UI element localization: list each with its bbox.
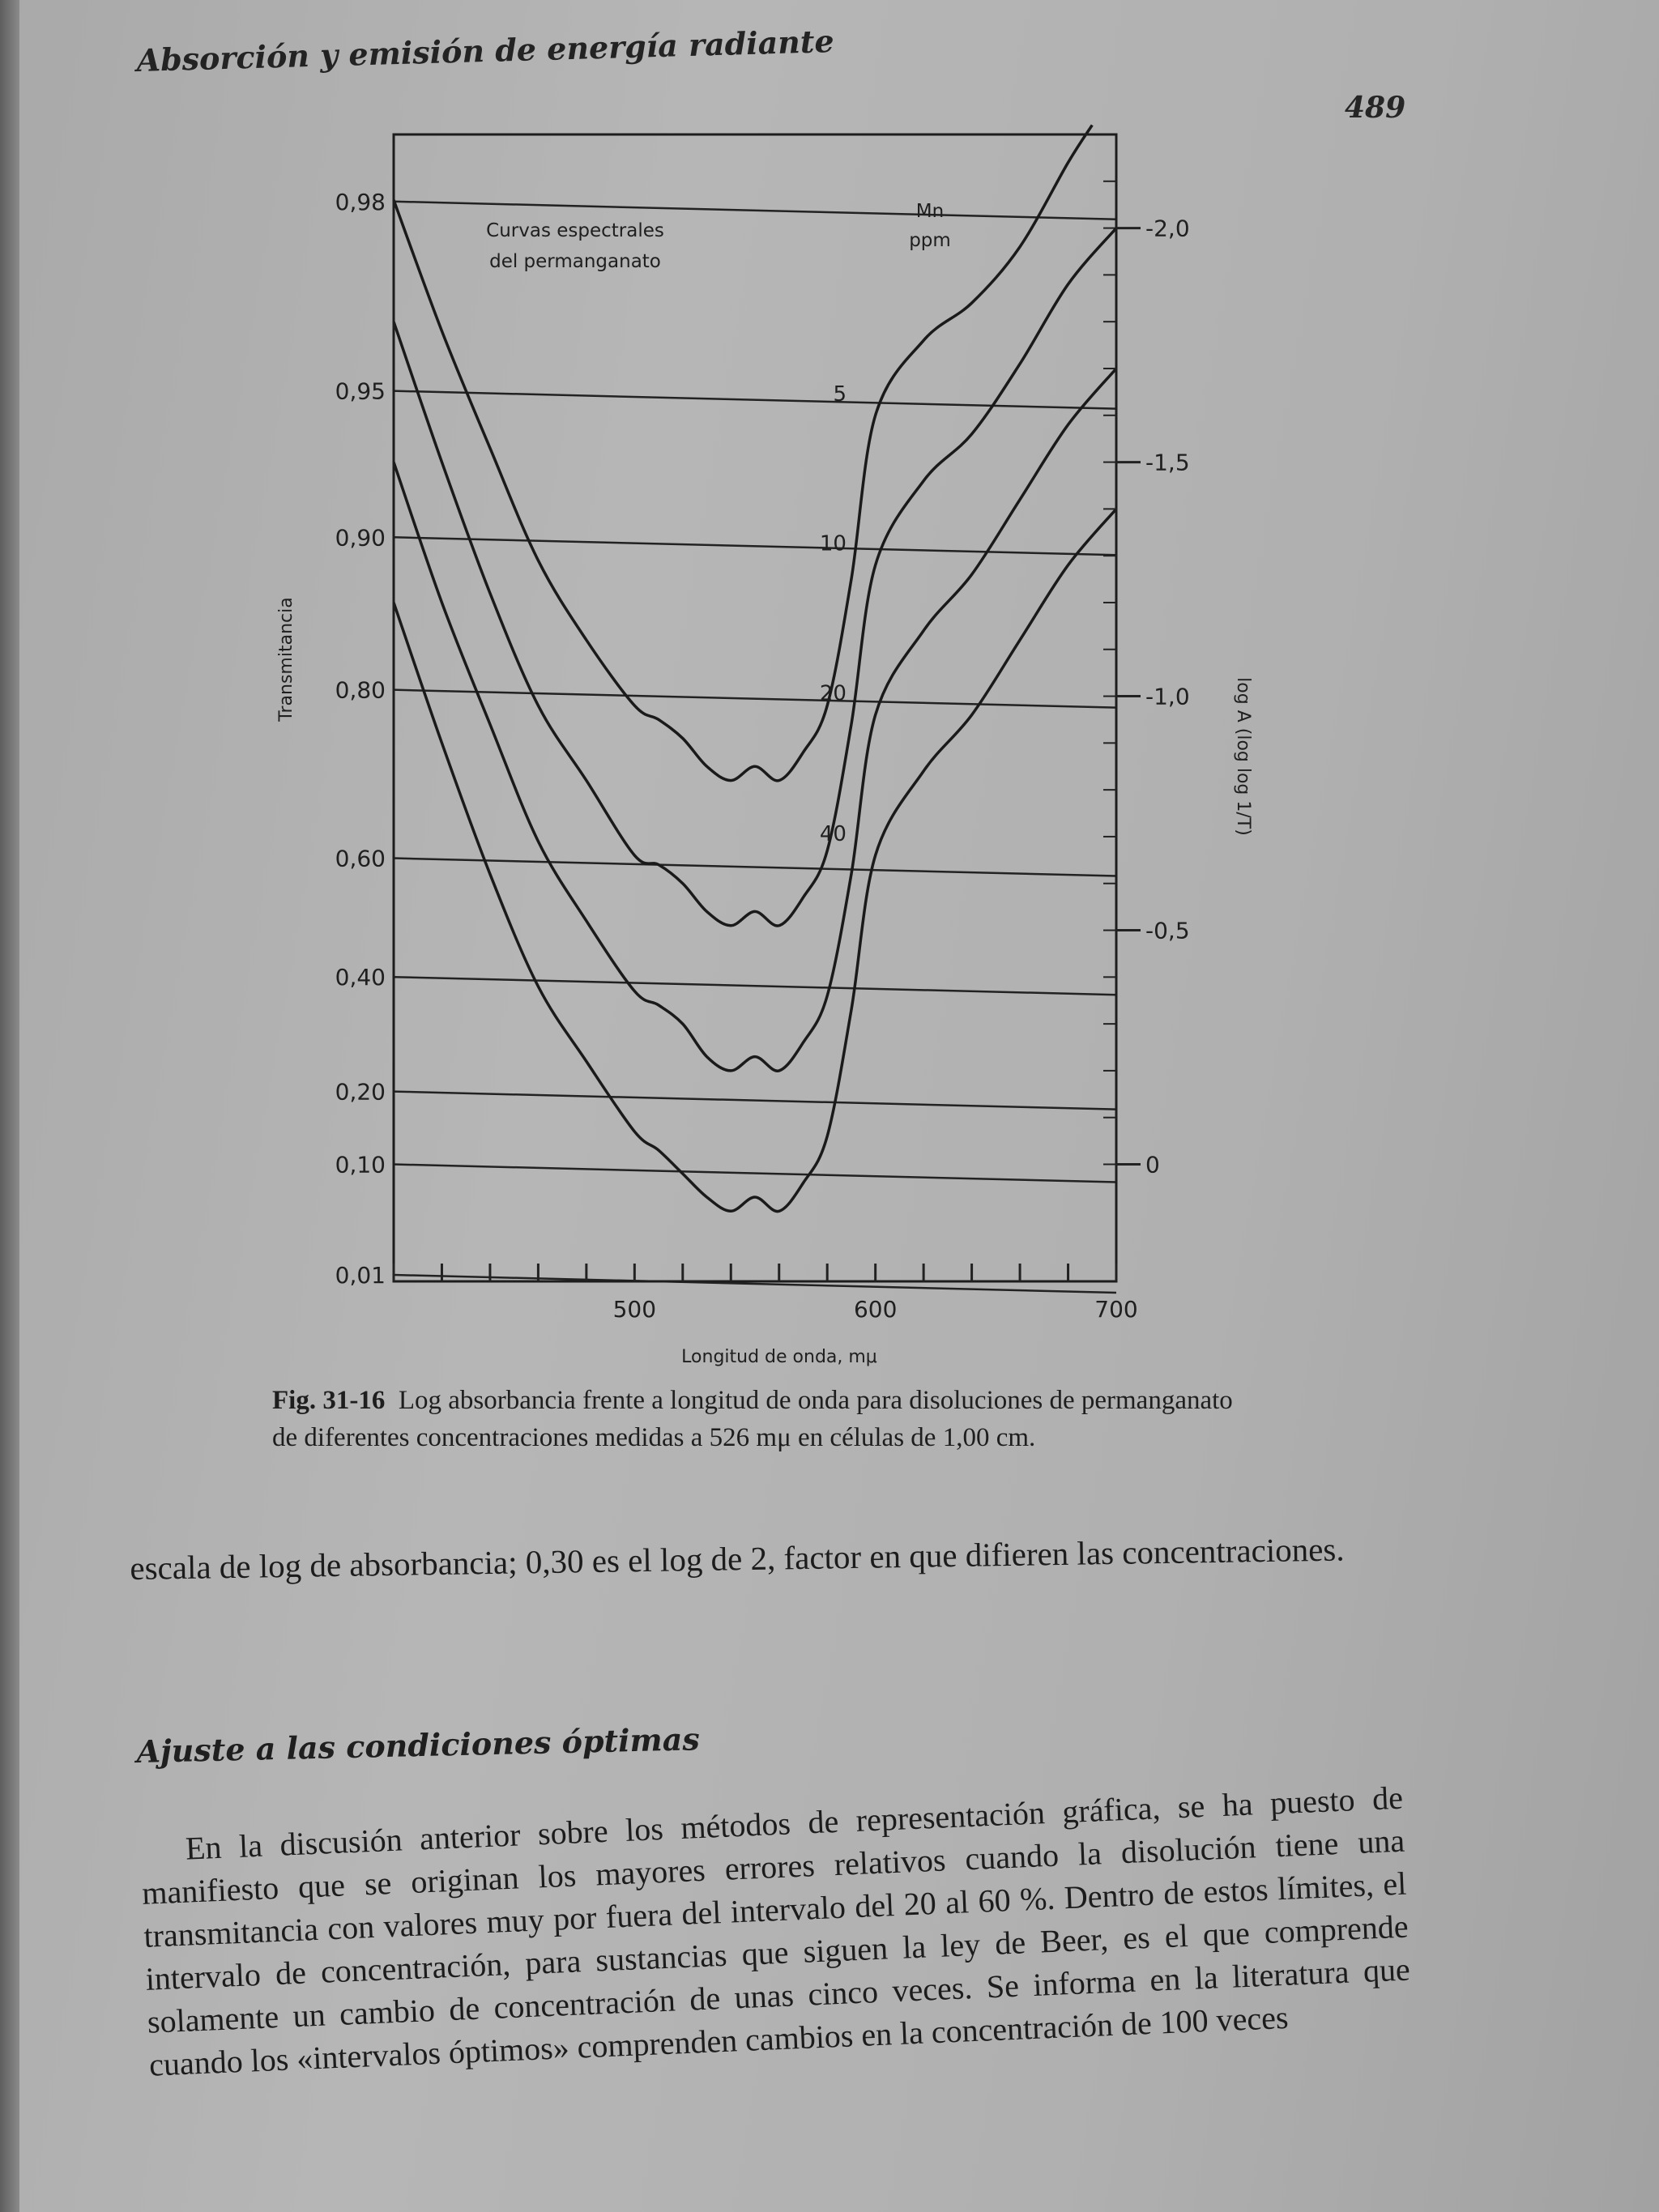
transmittance-gridline <box>394 977 1116 995</box>
axis-labels <box>335 189 1190 1323</box>
series-label-5: 5 <box>833 381 847 407</box>
legend-title-line1: Mn <box>915 201 945 222</box>
left-tick-label: 0,20 <box>335 1078 386 1106</box>
transmittance-gridline <box>394 391 1116 409</box>
right-tick-label: -1,5 <box>1145 449 1190 476</box>
axis-ticks <box>394 181 1141 1281</box>
transmittance-gridline <box>394 1092 1116 1110</box>
figure-caption-text: Log absorbancia frente a longitud de onda para disoluciones de permanganato de diferentes concentraciones medidas a 526 mμ en células de 1,00 cm. <box>272 1386 1233 1452</box>
transmittance-gridline <box>394 690 1116 708</box>
left-tick-label: 0,80 <box>335 676 386 704</box>
series-label-40: 40 <box>819 822 847 847</box>
left-axis-title: Transmitancia <box>276 597 296 722</box>
figure-label: Fig. 31-16 <box>272 1386 386 1415</box>
left-tick-label: 0,01 <box>335 1262 386 1289</box>
transmittance-gridline <box>394 537 1116 555</box>
plot-frame <box>394 134 1116 1281</box>
left-tick-label: 0,60 <box>335 845 386 872</box>
right-axis-title: log A (log log 1/T) <box>1233 677 1253 836</box>
right-tick-label: -2,0 <box>1145 215 1190 242</box>
running-head: Absorción y emisión de energía radiante <box>136 22 835 79</box>
continued-paragraph: escala de log de absorbancia; 0,30 es el log de 2, factor en que difieren las concentraciones. <box>130 1530 1345 1587</box>
body-paragraph: En la discusión anterior sobre los métodos de representación gráfica, se ha puesto de manifiesto que se originan los mayores errores relativos cuando la disolución tiene una transmitancia con valores muy por fuera del intervalo del 20 al 60 %. Dentro de estos límites, el intervalo de concentración, para sustancias que siguen la ley de Beer, es el que comprende solamente un cambio de concentración de unas cinco veces. Se informa en la literatura que cuando los «intervalos óptimos» comprenden cambios en la concentración de 100 veces <box>141 1779 1411 2083</box>
transmittance-gridline <box>394 1165 1116 1183</box>
left-tick-label: 0,10 <box>335 1151 386 1178</box>
series-layer <box>394 125 1116 1211</box>
figure-caption <box>272 1382 1260 1456</box>
right-tick-label: -1,0 <box>1145 683 1190 710</box>
right-tick-label: 0 <box>1145 1151 1160 1178</box>
section-heading: Ajuste a las condiciones óptimas <box>136 1720 701 1770</box>
left-tick-label: 0,95 <box>335 377 386 405</box>
bottom-tick-label: 500 <box>612 1296 657 1323</box>
chart-annotation-line1: Curvas espectrales <box>486 220 664 241</box>
left-tick-label: 0,40 <box>335 964 386 991</box>
legend-title-line2: ppm <box>909 230 951 251</box>
bottom-tick-label: 600 <box>853 1296 898 1323</box>
bottom-tick-label: 700 <box>1094 1296 1138 1323</box>
left-tick-label: 0,90 <box>335 524 386 552</box>
right-tick-label: -0,5 <box>1145 917 1190 944</box>
chart-annotation-line2: del permanganato <box>489 251 661 272</box>
series-label-20: 20 <box>819 681 847 706</box>
transmittance-gridline <box>394 202 1116 219</box>
x-axis-title: Longitud de onda, mμ <box>681 1347 877 1367</box>
transmittance-gridline <box>394 859 1116 876</box>
left-tick-label: 0,98 <box>335 188 386 215</box>
series-curve-10 <box>394 228 1116 926</box>
transmittance-gridline <box>394 1275 1116 1293</box>
series-label-10: 10 <box>819 531 847 556</box>
page-number: 489 <box>1345 91 1406 125</box>
transmittance-gridlines <box>394 202 1116 1293</box>
